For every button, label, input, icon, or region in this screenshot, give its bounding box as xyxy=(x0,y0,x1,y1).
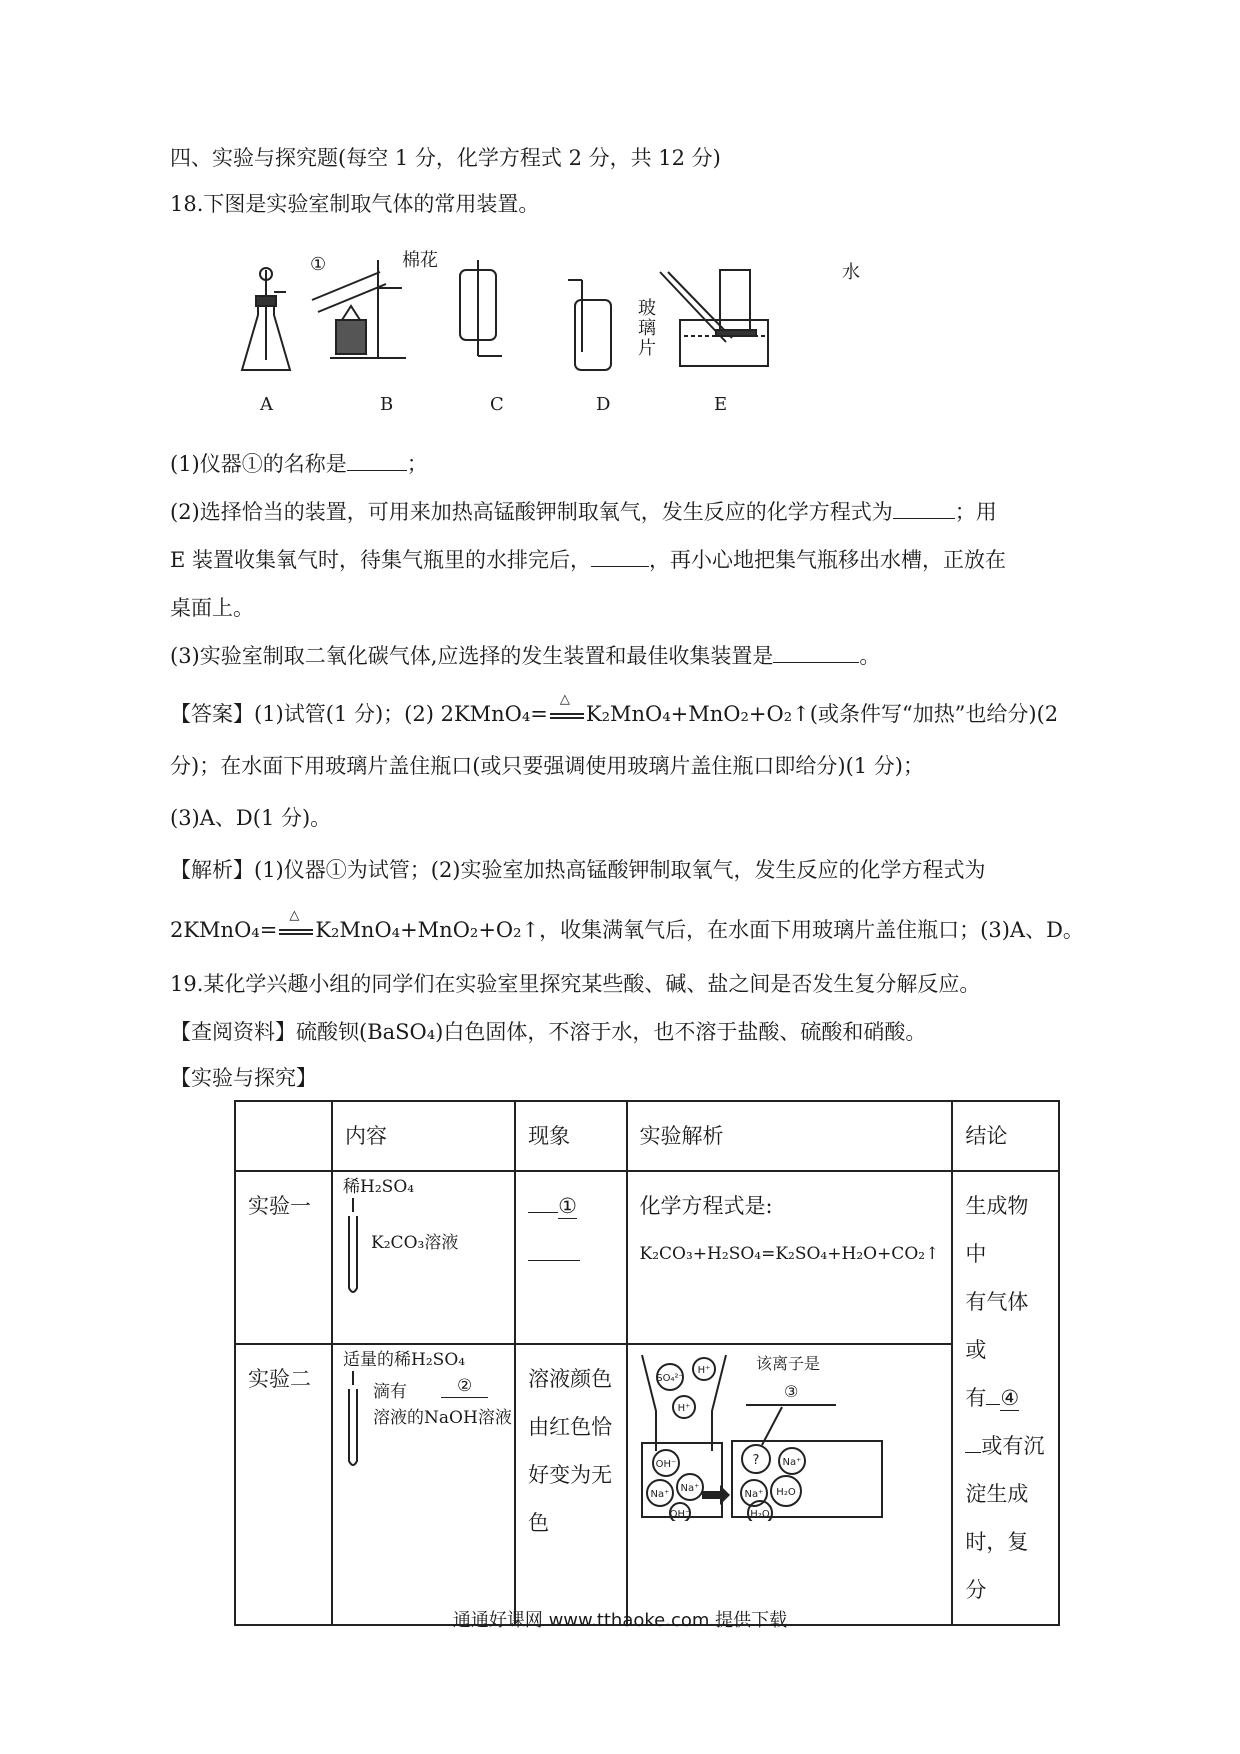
table-row xyxy=(235,1171,1059,1344)
apparatus-drawing xyxy=(230,260,870,420)
ion-na: Na⁺ xyxy=(650,1489,669,1501)
blank-mark-3: ③ xyxy=(783,1382,798,1402)
q18-part-2a-end: ；用 xyxy=(954,500,997,524)
answer-blank xyxy=(591,546,649,567)
label-B: B xyxy=(380,394,394,415)
phenomenon-line: 好变为无 xyxy=(528,1463,613,1488)
header-analysis: 实验解析 xyxy=(627,1101,953,1171)
equation-caption: 化学方程式是: xyxy=(639,1194,773,1218)
molecule-h2o: H₂O xyxy=(749,1509,770,1521)
header-empty xyxy=(235,1101,332,1171)
header-content: 内容 xyxy=(332,1101,515,1171)
heating-equals-sign xyxy=(548,692,586,728)
answer-blank xyxy=(773,642,859,663)
analysis-text-a: 2KMnO₄= xyxy=(170,918,278,942)
equation-text: K₂CO₃+H₂SO₄=K₂SO₄+H₂O+CO₂↑ xyxy=(639,1244,940,1264)
conclusion-line-1: 生成物中 xyxy=(965,1194,1029,1266)
phenomenon-line: 溶液颜色 xyxy=(528,1367,613,1392)
phenomenon-line: 色 xyxy=(528,1511,550,1536)
ion-na: Na⁺ xyxy=(680,1483,699,1495)
answer-text-b: K₂MnO₄+MnO₂+O₂↑(或条件写“加热”也给分)(2 xyxy=(585,702,1059,726)
ion-question-label: 该离子是 xyxy=(755,1354,820,1374)
header-conclusion: 结论 xyxy=(952,1101,1059,1171)
label-A: A xyxy=(260,394,273,415)
ion-oh: OH⁻ xyxy=(669,1509,690,1521)
q18-part-2b-end: ，再小心地把集气瓶移出水槽，正放在 xyxy=(649,548,1007,572)
label-D: D xyxy=(596,394,611,415)
row-name: 实验一 xyxy=(235,1171,332,1344)
section-title: 四、实验与探究题(每空 1 分，化学方程式 2 分，共 12 分) xyxy=(170,146,721,170)
q19-explore-heading: 【实验与探究】 xyxy=(170,1066,317,1090)
row1-analysis xyxy=(627,1171,953,1344)
question-19-stem: 19.某化学兴趣小组的同学们在实验室里探究某些酸、碱、盐之间是否发生复分解反应。 xyxy=(170,972,981,996)
blank-mark-1: ① xyxy=(558,1194,577,1218)
ion-unknown: ? xyxy=(752,1453,759,1469)
analysis-text-b: K₂MnO₄+MnO₂+O₂↑，收集满氧气后，在水面下用玻璃片盖住瓶口；(3)A、D。 xyxy=(315,918,1084,942)
q19-reference-info: 【查阅资料】硫酸钡(BaSO₄)白色固体，不溶于水，也不溶于盐酸、硫酸和硝酸。 xyxy=(170,1020,927,1044)
label-glass-1: 玻 xyxy=(638,298,656,319)
blank-mark-4: ④ xyxy=(1000,1386,1020,1410)
q18-part-2a-text: (2)选择恰当的装置，可用来加热高锰酸钾制取氧气，发生反应的化学方程式为 xyxy=(170,500,893,524)
blank-mark-2: ② xyxy=(441,1375,488,1398)
conclusion-line-6: 时，复分 xyxy=(965,1530,1029,1602)
phenomenon-line: 由红色恰 xyxy=(528,1415,613,1440)
ion-na: Na⁺ xyxy=(744,1489,763,1501)
delta-symbol: △ xyxy=(289,908,300,923)
apparatus-figure xyxy=(230,250,870,420)
q18-analysis-line-1: 【解析】(1)仪器①为试管；(2)实验室加热高锰酸钾制取氧气，发生反应的化学方程式为 xyxy=(170,858,986,882)
molecule-h2o: H₂O xyxy=(775,1487,796,1499)
q18-answer-line-2: 分)；在水面下用玻璃片盖住瓶口(或只要强调使用玻璃片盖住瓶口即给分)(1 分)； xyxy=(170,754,924,778)
heating-equals-sign xyxy=(277,908,315,944)
question-18-stem: 18.下图是实验室制取气体的常用装置。 xyxy=(170,192,540,216)
label-C: C xyxy=(490,394,504,415)
ion-h: H⁺ xyxy=(697,1365,710,1377)
table-header-row xyxy=(235,1101,1059,1171)
answer-blank xyxy=(528,1192,558,1213)
label-E: E xyxy=(714,394,728,415)
q18-answer-line-1 xyxy=(170,692,1059,728)
row2-content xyxy=(332,1344,515,1625)
label-glass-2: 璃 xyxy=(638,318,656,339)
row1-content xyxy=(332,1171,515,1344)
carbonate-label: K₂CO₃溶液 xyxy=(371,1233,459,1253)
conclusion-line-5: 淀生成 xyxy=(965,1482,1029,1506)
ion-so4: SO₄²⁻ xyxy=(655,1373,684,1385)
answer-blank xyxy=(347,450,407,471)
q18-part-1 xyxy=(170,450,428,478)
conclusion-cell xyxy=(952,1171,1059,1625)
ion-h: H⁺ xyxy=(677,1403,690,1415)
q18-part-3-end: 。 xyxy=(859,644,881,668)
label-glass-3: 片 xyxy=(638,338,656,359)
label-water: 水 xyxy=(842,262,860,283)
table-row xyxy=(235,1344,1059,1625)
conclusion-line-3: 有 ④ xyxy=(965,1386,1020,1410)
row1-phenomenon xyxy=(515,1171,626,1344)
row-name: 实验二 xyxy=(235,1344,332,1625)
q18-part-2a xyxy=(170,498,997,526)
q18-part-1-text: (1)仪器①的名称是 xyxy=(170,452,347,476)
conclusion-line-4: 或有沉 xyxy=(965,1422,1046,1470)
answer-text-a: 【答案】(1)试管(1 分)；(2) 2KMnO₄= xyxy=(170,702,548,726)
naoh-label: 溶液的NaOH溶液 xyxy=(373,1408,512,1429)
ion-oh: OH⁻ xyxy=(655,1459,676,1471)
answer-blank xyxy=(893,498,955,519)
q18-part-2c: 桌面上。 xyxy=(170,596,254,620)
q18-part-3 xyxy=(170,642,880,670)
header-phenomenon: 现象 xyxy=(515,1101,626,1171)
ion-na: Na⁺ xyxy=(782,1457,801,1469)
q18-part-2b xyxy=(170,546,1006,574)
delta-symbol: △ xyxy=(559,692,570,707)
row2-phenomenon xyxy=(515,1344,626,1625)
row2-analysis xyxy=(627,1344,953,1625)
conclusion-line-2: 有气体或 xyxy=(965,1290,1029,1362)
q18-answer-line-3: (3)A、D(1 分)。 xyxy=(170,806,332,830)
footer-source: 通通好课网 www.tthaoke.com 提供下载 xyxy=(452,1610,788,1631)
q18-part-2b-text: E 装置收集氧气时，待集气瓶里的水排完后， xyxy=(170,548,592,572)
ion-reaction-diagram xyxy=(636,1351,886,1521)
q18-analysis-line-2 xyxy=(170,908,1084,944)
label-cotton: 棉花 xyxy=(402,250,438,271)
answer-blank xyxy=(528,1240,580,1261)
q18-part-1-end: ； xyxy=(406,452,428,476)
acid-label: 稀H₂SO₄ xyxy=(343,1177,415,1197)
label-circle-1: ① xyxy=(310,254,327,275)
indicator-drop-label: 滴有 xyxy=(373,1382,408,1403)
acid-label: 适量的稀H₂SO₄ xyxy=(343,1350,466,1371)
experiment-table xyxy=(234,1100,1060,1626)
q18-part-3-text: (3)实验室制取二氧化碳气体,应选择的发生装置和最佳收集装置是 xyxy=(170,644,774,668)
